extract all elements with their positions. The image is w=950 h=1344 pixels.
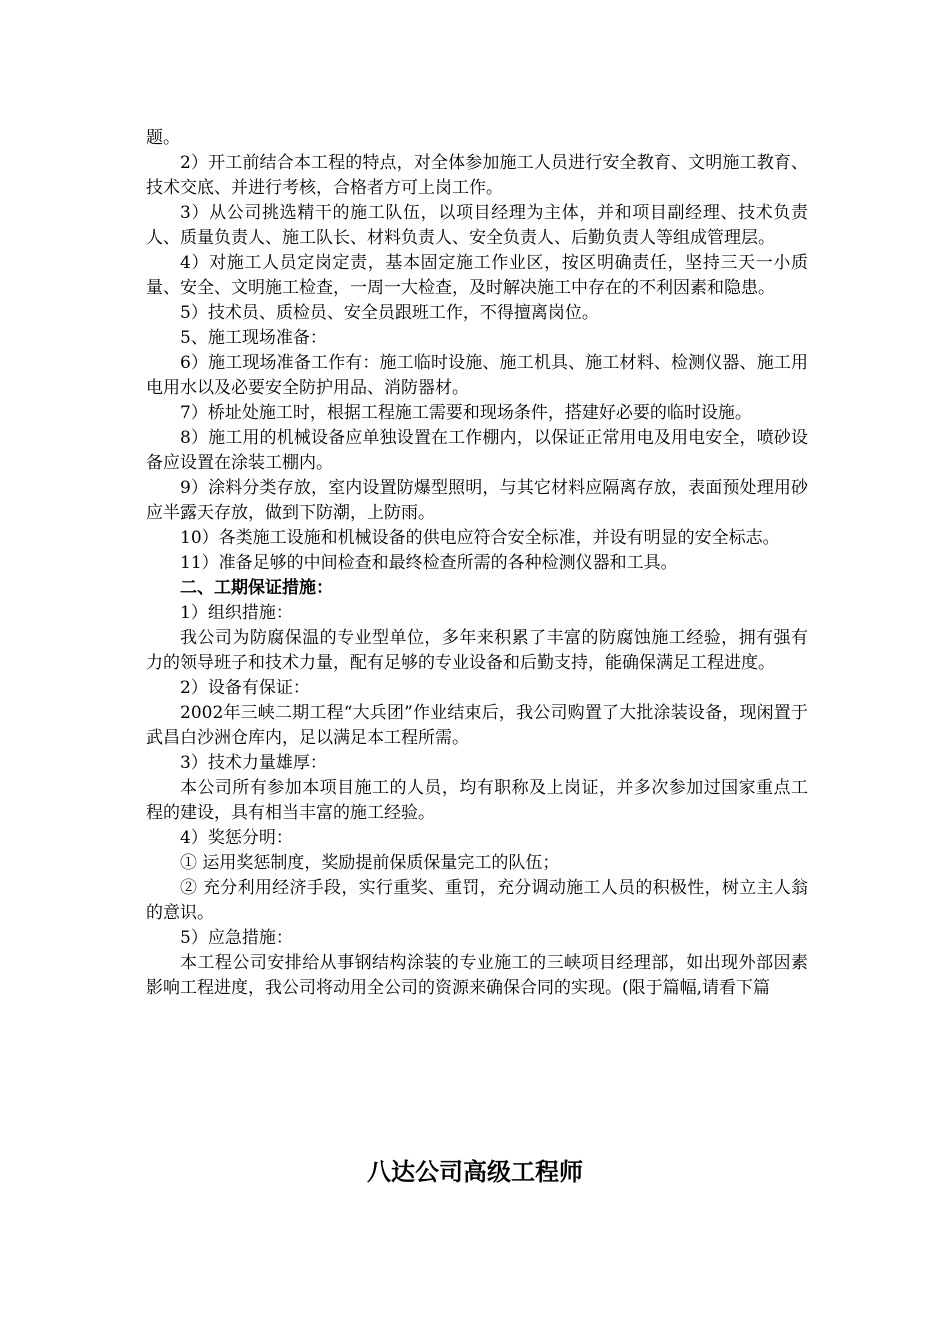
paragraph: 10）各类施工设施和机械设备的供电应符合安全标准，并设有明显的安全标志。 xyxy=(180,528,780,548)
subsection-heading: 2）设备有保证： xyxy=(180,678,310,698)
footer-title: 八达公司高级工程师 xyxy=(367,1158,583,1186)
document-body xyxy=(146,126,808,1001)
paragraph: 3）从公司挑选精干的施工队伍，以项目经理为主体，并和项目副经理、技术负责人、质量负责人、施工队长、材料负责人、安全负责人、后勤负责人等组成管理层。 xyxy=(146,203,808,248)
list-item: ① 运用奖惩制度，奖励提前保质保量完工的队伍； xyxy=(180,853,560,873)
paragraph: 本公司所有参加本项目施工的人员，均有职称及上岗证，并多次参加过国家重点工程的建设，具有相当丰富的施工经验。 xyxy=(146,778,808,823)
subsection-heading: 5）应急措施： xyxy=(180,928,293,948)
paragraph: 4）对施工人员定岗定责，基本固定施工作业区，按区明确责任，坚持三天一小质量、安全、文明施工检查，一周一大检查，及时解决施工中存在的不利因素和隐患。 xyxy=(146,253,808,298)
paragraph: 2002年三峡二期工程“大兵团”作业结束后，我公司购置了大批涂装设备，现闲置于武昌白沙洲仓库内，足以满足本工程所需。 xyxy=(146,703,808,748)
paragraph: 题。 xyxy=(146,128,180,148)
subsection-heading: 4）奖惩分明： xyxy=(180,828,293,848)
paragraph: 5）技术员、质检员、安全员跟班工作，不得擅离岗位。 xyxy=(180,303,599,323)
paragraph: 2）开工前结合本工程的特点，对全体参加施工人员进行安全教育、文明施工教育、技术交底、并进行考核，合格者方可上岗工作。 xyxy=(146,153,808,198)
paragraph: 7）桥址处施工时，根据工程施工需要和现场条件，搭建好必要的临时设施。 xyxy=(180,403,752,423)
paragraph: 6）施工现场准备工作有：施工临时设施、施工机具、施工材料、检测仪器、施工用电用水以及必要安全防护用品、消防器材。 xyxy=(146,353,808,398)
list-item: ② 充分利用经济手段，实行重奖、重罚，充分调动施工人员的积极性，树立主人翁的意识。 xyxy=(146,878,808,923)
subsection-heading: 1）组织措施： xyxy=(180,603,293,623)
paragraph: 本工程公司安排给从事钢结构涂装的专业施工的三峡项目经理部，如出现外部因素影响工程进度，我公司将动用全公司的资源来确保合同的实现。(限于篇幅,请看下篇 xyxy=(146,953,808,998)
paragraph: 9）涂料分类存放，室内设置防爆型照明，与其它材料应隔离存放，表面预处理用砂应半露天存放，做到下防潮，上防雨。 xyxy=(146,478,808,523)
section-heading: 二、工期保证措施： xyxy=(180,578,333,598)
section-heading: 5、施工现场准备： xyxy=(180,328,327,348)
paragraph: 11）准备足够的中间检查和最终检查所需的各种检测仪器和工具。 xyxy=(180,553,678,573)
paragraph: 我公司为防腐保温的专业型单位，多年来积累了丰富的防腐蚀施工经验，拥有强有力的领导班子和技术力量，配有足够的专业设备和后勤支持，能确保满足工程进度。 xyxy=(146,628,808,673)
subsection-heading: 3）技术力量雄厚： xyxy=(180,753,327,773)
paragraph: 8）施工用的机械设备应单独设置在工作棚内，以保证正常用电及用电安全，喷砂设备应设置在涂装工棚内。 xyxy=(146,428,808,473)
